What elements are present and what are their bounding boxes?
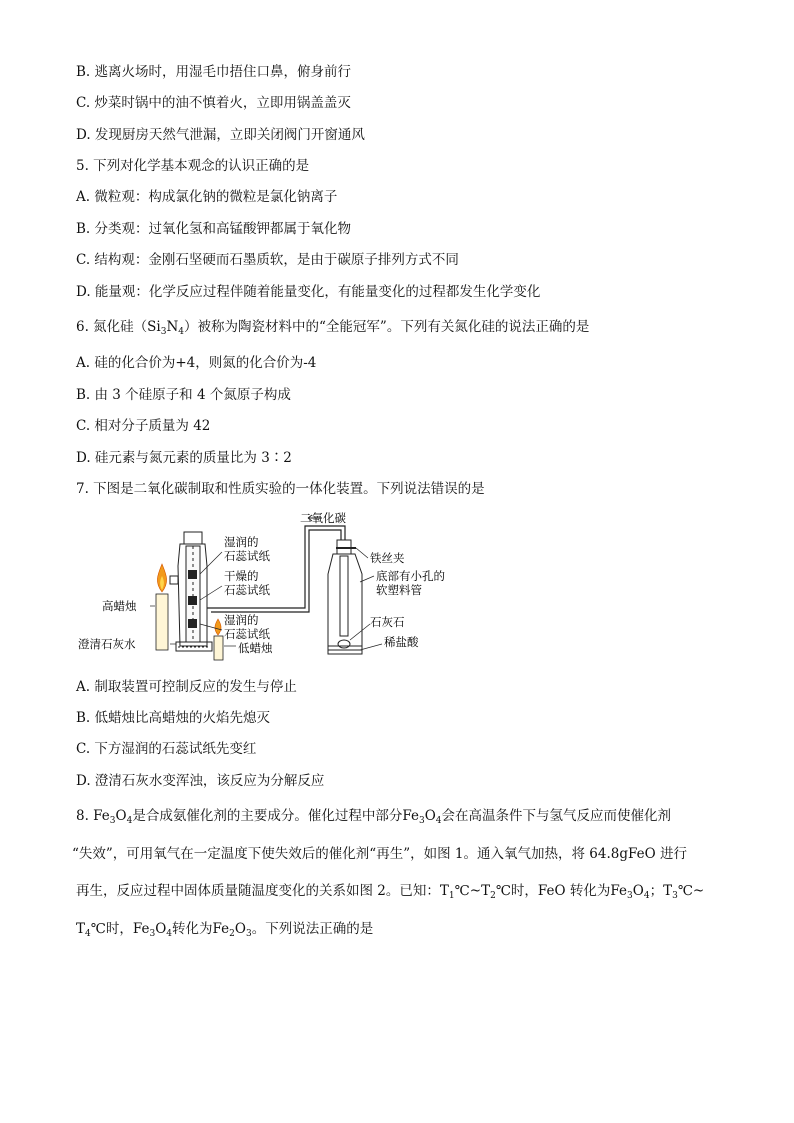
formula-fe3o4-c: $Fe_3O_4$: [610, 883, 650, 901]
q6-stem: [76, 318, 589, 341]
label-tube-1: 底部有小孔的: [376, 569, 445, 583]
q8-line-1: 8. $Fe_3O_4$是合成氨催化剂的主要成分。催化过程中部分$Fe_3O_4$会在高温条件下与氢气反应而使催化剂: [76, 808, 672, 826]
label-acid: 稀盐酸: [384, 635, 419, 649]
formula-fe2o3: $Fe_2O_3$: [212, 921, 252, 939]
label-wet-bottom-1: 湿润的: [224, 613, 259, 627]
q7-option-a: A. 制取装置可控制反应的发生与停止: [76, 679, 297, 695]
q7-option-c: C. 下方湿润的石蕊试纸先变红: [76, 741, 257, 757]
label-wet-top-1: 湿润的: [224, 535, 259, 549]
q8-line-2: “失效”，可用氧气在一定温度下使失效后的催化剂“再生”，如图 1。通入氧气加热，将 64.8gFeO 进行: [72, 846, 687, 862]
q8-line-3: 再生，反应过程中固体质量随温度变化的关系如图 2。已知：$T_1℃\sim T_2℃$时，FeO 转化为$Fe_3O_4$；$T_3℃\sim$: [76, 883, 705, 901]
temp-t4: $T_4$: [76, 921, 91, 939]
formula-fe3o4-b: $Fe_3O_4$: [402, 808, 442, 826]
label-high-candle: 高蜡烛: [102, 599, 137, 613]
q5-option-b: B. 分类观：过氧化氢和高锰酸钾都属于氧化物: [76, 221, 352, 237]
low-candle-flame: [215, 619, 221, 635]
label-dry-2: 石蕊试纸: [224, 583, 270, 597]
q5-option-a: A. 微粒观：构成氯化钠的微粒是氯化钠离子: [76, 189, 338, 205]
high-candle: [156, 594, 168, 650]
label-co2: 二氧化碳: [300, 511, 346, 525]
q4-option-c: C. 炒菜时锅中的油不慎着火，立即用锅盖盖灭: [76, 95, 351, 111]
q7-stem: 7. 下图是二氧化碳制取和性质实验的一体化装置。下列说法错误的是: [76, 481, 485, 497]
q7-option-b: B. 低蜡烛比高蜡烛的火焰先熄灭: [76, 710, 271, 726]
formula-fe3o4-d: $Fe_3O_4$: [132, 921, 173, 939]
label-tube-2: 软塑料管: [376, 583, 422, 597]
temp-t3: $T_3$: [663, 883, 678, 901]
label-wet-bottom-2: 石蕊试纸: [224, 627, 270, 641]
q6-stem-pre: 6. 氮化硅（: [76, 319, 148, 335]
litmus-wet-top: [188, 570, 197, 579]
litmus-side: [170, 576, 178, 584]
q6-option-d: D. 硅元素与氮元素的质量比为 3∶2: [76, 450, 292, 466]
label-low-candle: 低蜡烛: [238, 641, 273, 655]
q7-option-d: D. 澄清石灰水变浑浊，该反应为分解反应: [76, 773, 325, 789]
label-wire-clip: 铁丝夹: [370, 551, 405, 565]
q5-option-c: C. 结构观：金刚石坚硬而石墨质软，是由于碳原子排列方式不同: [76, 252, 459, 268]
temp-t1: $T_1$: [439, 883, 455, 901]
label-dry-1: 干燥的: [224, 569, 259, 583]
litmus-wet-bottom: [188, 619, 197, 628]
litmus-dry: [188, 596, 197, 605]
formula-fe3o4-a: $Fe_3O_4$: [93, 808, 133, 826]
formula-si3n4: $Si_3N_4$: [147, 319, 185, 337]
q4-option-b: B. 逃离火场时，用湿毛巾捂住口鼻，俯身前行: [76, 64, 352, 80]
q5-option-d: D. 能量观：化学反应过程伴随着能量变化，有能量变化的过程都发生化学变化: [76, 284, 541, 300]
q6-option-b: B. 由 3 个硅原子和 4 个氮原子构成: [76, 387, 291, 403]
temp-t2: $T_2$: [481, 883, 496, 901]
q4-option-d: D. 发现厨房天然气泄漏，立即关闭阀门开窗通风: [76, 127, 365, 143]
left-bottle: [178, 532, 207, 646]
label-limestone: 石灰石: [370, 615, 405, 629]
q5-stem: 5. 下列对化学基本观念的认识正确的是: [76, 158, 310, 174]
right-bottle: [328, 540, 362, 650]
limestone: [338, 640, 350, 648]
q6-option-c: C. 相对分子质量为 42: [76, 418, 211, 434]
low-candle: [214, 636, 223, 660]
co2-apparatus-figure: [0, 506, 794, 666]
q6-option-a: A. 硅的化合价为+4，则氮的化合价为-4: [76, 355, 317, 371]
label-limewater: 澄清石灰水: [78, 637, 136, 651]
q8-line-4: $T_4℃$时，$Fe_3O_4$转化为$Fe_2O_3$。下列说法正确的是: [76, 921, 374, 939]
q6-stem-post: ）被称为陶瓷材料中的“全能冠军”。下列有关氮化硅的说法正确的是: [184, 319, 590, 335]
label-wet-top-2: 石蕊试纸: [224, 549, 270, 563]
